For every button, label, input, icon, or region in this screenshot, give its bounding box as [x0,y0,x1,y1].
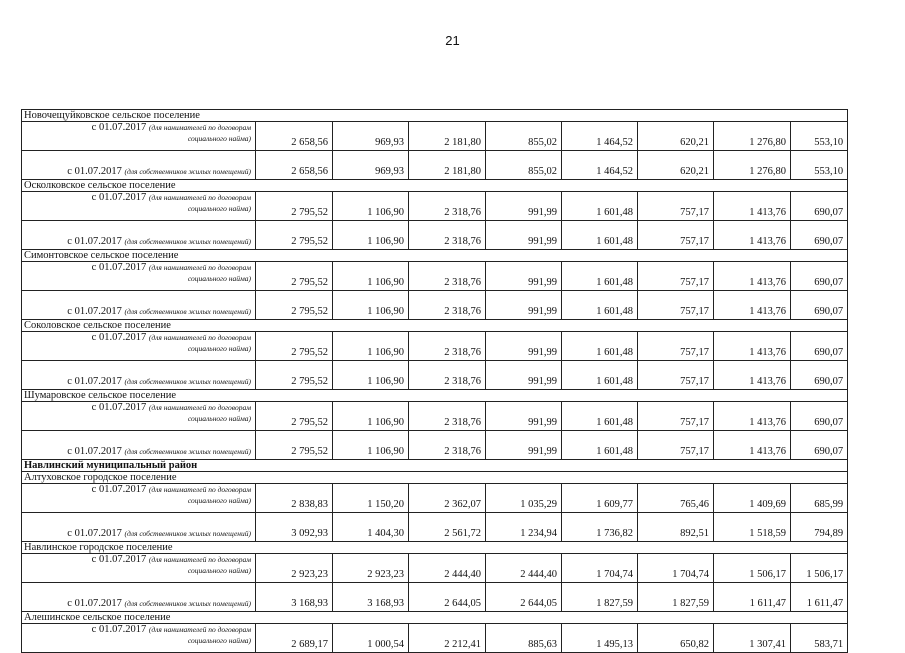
tariff-value-cell: 2 795,52 [256,402,333,431]
tariff-value-cell: 553,10 [791,122,848,151]
tariff-value-cell: 1 464,52 [562,122,638,151]
tariff-value-cell: 1 611,47 [791,583,848,612]
tariff-value-cell: 1 106,90 [333,221,409,250]
row-label [22,554,256,583]
tariff-value-cell: 1 413,76 [714,291,791,320]
row-label-line [25,376,251,387]
category-note-continued: социального найма) [187,134,251,143]
effective-date: с 01.07.2017 [67,166,122,177]
tariff-value-cell: 991,99 [486,221,562,250]
row-label-line [25,528,251,539]
tariff-value-cell: 2 923,23 [333,554,409,583]
settlement-header-row [22,542,848,554]
row-label-line [25,446,251,457]
tariff-value-cell: 620,21 [638,151,714,180]
tariff-value-cell: 855,02 [486,122,562,151]
table-row [22,624,848,653]
tariff-value-cell: 3 168,93 [333,583,409,612]
settlement-name: Шумаровское сельское поселение [22,390,848,402]
effective-date: с 01.07.2017 [67,446,122,457]
tariff-value-cell: 2 795,52 [256,192,333,221]
settlement-header-row [22,320,848,332]
table-row [22,221,848,250]
row-label [22,291,256,320]
row-label-line [25,332,251,343]
tariff-value-cell: 1 413,76 [714,262,791,291]
tariff-value-cell: 2 795,52 [256,431,333,460]
settlement-name: Соколовское сельское поселение [22,320,848,332]
tariff-value-cell: 1 601,48 [562,431,638,460]
tariff-value-cell: 2 644,05 [409,583,486,612]
settlement-name: Симонтовское сельское поселение [22,250,848,262]
tariff-value-cell: 757,17 [638,332,714,361]
tariff-value-cell: 2 444,40 [409,554,486,583]
tariff-value-cell: 1 736,82 [562,513,638,542]
tariff-value-cell: 1 413,76 [714,431,791,460]
tariff-value-cell: 2 838,83 [256,484,333,513]
tariff-value-cell: 1 106,90 [333,192,409,221]
tariff-value-cell: 2 318,76 [409,192,486,221]
category-note: (для собственников жилых помещений) [124,237,251,246]
tariff-value-cell: 1 518,59 [714,513,791,542]
tariff-value-cell: 757,17 [638,221,714,250]
tariff-value-cell: 2 689,17 [256,624,333,653]
category-note: (для нанимателей по договорам [148,333,251,342]
tariff-value-cell: 2 181,80 [409,151,486,180]
tariff-value-cell: 1 106,90 [333,332,409,361]
tariff-value-cell: 2 923,23 [256,554,333,583]
tariff-value-cell: 690,07 [791,262,848,291]
tariff-value-cell: 1 601,48 [562,262,638,291]
tariff-value-cell: 1 601,48 [562,291,638,320]
tariff-value-cell: 2 561,72 [409,513,486,542]
tariff-value-cell: 1 106,90 [333,402,409,431]
table-row [22,431,848,460]
settlement-header-row [22,110,848,122]
row-label-line [25,122,251,133]
settlement-name: Алешинское сельское поселение [22,612,848,624]
tariff-value-cell: 969,93 [333,151,409,180]
effective-date: с 01.07.2017 [91,402,147,413]
tariff-value-cell: 757,17 [638,291,714,320]
page-number: 21 [445,33,460,48]
tariff-value-cell: 2 318,76 [409,402,486,431]
table-row [22,484,848,513]
tariff-value-cell: 892,51 [638,513,714,542]
district-name: Навлинский муниципальный район [22,460,848,472]
effective-date: с 01.07.2017 [67,376,122,387]
tariff-value-cell: 1 404,30 [333,513,409,542]
tariff-value-cell: 991,99 [486,361,562,390]
effective-date: с 01.07.2017 [91,192,147,203]
tariff-value-cell: 1 495,13 [562,624,638,653]
tariff-value-cell: 1 413,76 [714,192,791,221]
table-row [22,332,848,361]
tariff-value-cell: 2 318,76 [409,431,486,460]
category-note-continued: социального найма) [187,496,251,505]
row-label [22,192,256,221]
tariff-value-cell: 690,07 [791,192,848,221]
settlement-name: Новочещуйковское сельское поселение [22,110,848,122]
tariff-value-cell: 2 318,76 [409,332,486,361]
table-row [22,122,848,151]
category-note: (для нанимателей по договорам [148,625,251,634]
category-note: (для нанимателей по договорам [148,193,251,202]
tariff-value-cell: 553,10 [791,151,848,180]
tariff-value-cell: 1 609,77 [562,484,638,513]
category-note-continued: социального найма) [187,636,251,645]
tariff-value-cell: 757,17 [638,431,714,460]
row-label-line [25,262,251,273]
category-note: (для собственников жилых помещений) [124,447,251,456]
tariff-value-cell: 690,07 [791,361,848,390]
tariff-value-cell: 1 827,59 [638,583,714,612]
row-label-line [25,554,251,565]
tariff-value-cell: 1 601,48 [562,361,638,390]
tariff-value-cell: 1 464,52 [562,151,638,180]
tariff-value-cell: 1 611,47 [714,583,791,612]
tariff-value-cell: 1 506,17 [791,554,848,583]
row-label-line [25,402,251,413]
tariff-value-cell: 1 106,90 [333,291,409,320]
settlement-header-row [22,472,848,484]
category-note-continued: социального найма) [187,274,251,283]
tariff-value-cell: 1 276,80 [714,151,791,180]
effective-date: с 01.07.2017 [91,624,147,635]
tariff-value-cell: 2 795,52 [256,221,333,250]
tariff-value-cell: 1 106,90 [333,361,409,390]
table-row [22,151,848,180]
settlement-name: Осколковское сельское поселение [22,180,848,192]
tariff-value-cell: 690,07 [791,221,848,250]
tariff-value-cell: 2 318,76 [409,291,486,320]
row-label-line [25,192,251,203]
table-row [22,192,848,221]
tariff-value-cell: 1 827,59 [562,583,638,612]
tariff-value-cell: 2 795,52 [256,291,333,320]
settlement-header-row [22,250,848,262]
effective-date: с 01.07.2017 [67,528,122,539]
effective-date: с 01.07.2017 [91,484,147,495]
table-body [22,110,848,653]
effective-date: с 01.07.2017 [67,598,122,609]
tariff-value-cell: 1 704,74 [562,554,638,583]
tariff-value-cell: 1 413,76 [714,332,791,361]
tariff-value-cell: 1 413,76 [714,402,791,431]
row-label [22,431,256,460]
tariff-value-cell: 650,82 [638,624,714,653]
tariff-value-cell: 583,71 [791,624,848,653]
tariff-value-cell: 2 644,05 [486,583,562,612]
tariff-value-cell: 1 413,76 [714,361,791,390]
tariff-value-cell: 2 212,41 [409,624,486,653]
category-note: (для нанимателей по договорам [148,555,251,564]
tariff-value-cell: 1 106,90 [333,262,409,291]
category-note: (для собственников жилых помещений) [124,377,251,386]
tariff-value-cell: 2 795,52 [256,361,333,390]
effective-date: с 01.07.2017 [91,122,147,133]
effective-date: с 01.07.2017 [67,306,122,317]
tariff-table [21,109,848,653]
tariff-value-cell: 757,17 [638,262,714,291]
row-label-line [25,484,251,495]
effective-date: с 01.07.2017 [91,262,147,273]
table-row [22,262,848,291]
table-row [22,554,848,583]
tariff-value-cell: 1 704,74 [638,554,714,583]
category-note: (для нанимателей по договорам [148,263,251,272]
tariff-value-cell: 690,07 [791,402,848,431]
settlement-header-row [22,612,848,624]
category-note-continued: социального найма) [187,414,251,423]
tariff-value-cell: 690,07 [791,431,848,460]
category-note-continued: социального найма) [187,204,251,213]
tariff-value-cell: 2 362,07 [409,484,486,513]
row-label-line [25,306,251,317]
settlement-header-row [22,460,848,472]
table-row [22,513,848,542]
tariff-value-cell: 690,07 [791,291,848,320]
tariff-value-cell: 794,89 [791,513,848,542]
category-note: (для нанимателей по договорам [148,123,251,132]
category-note: (для нанимателей по договорам [148,485,251,494]
tariff-value-cell: 2 318,76 [409,361,486,390]
tariff-value-cell: 1 409,69 [714,484,791,513]
tariff-value-cell: 2 658,56 [256,122,333,151]
tariff-value-cell: 991,99 [486,291,562,320]
table-row [22,291,848,320]
tariff-value-cell: 3 168,93 [256,583,333,612]
tariff-value-cell: 757,17 [638,192,714,221]
tariff-value-cell: 757,17 [638,361,714,390]
tariff-value-cell: 1 307,41 [714,624,791,653]
row-label [22,361,256,390]
tariff-value-cell: 991,99 [486,431,562,460]
tariff-value-cell: 991,99 [486,262,562,291]
settlement-header-row [22,180,848,192]
category-note: (для нанимателей по договорам [148,403,251,412]
tariff-value-cell: 855,02 [486,151,562,180]
category-note: (для собственников жилых помещений) [124,167,251,176]
tariff-value-cell: 1 601,48 [562,402,638,431]
settlement-name: Навлинское городское поселение [22,542,848,554]
tariff-value-cell: 2 181,80 [409,122,486,151]
tariff-value-cell: 885,63 [486,624,562,653]
tariff-value-cell: 1 150,20 [333,484,409,513]
row-label-line [25,166,251,177]
row-label-line [25,624,251,635]
tariff-value-cell: 2 444,40 [486,554,562,583]
table-row [22,583,848,612]
category-note-continued: социального найма) [187,566,251,575]
tariff-value-cell: 757,17 [638,402,714,431]
row-label [22,484,256,513]
tariff-value-cell: 2 658,56 [256,151,333,180]
row-label-line [25,598,251,609]
row-label [22,624,256,653]
table-row [22,361,848,390]
row-label [22,583,256,612]
tariff-value-cell: 685,99 [791,484,848,513]
tariff-value-cell: 1 276,80 [714,122,791,151]
tariff-value-cell: 2 795,52 [256,332,333,361]
row-label [22,402,256,431]
row-label [22,122,256,151]
settlement-name: Алтуховское городское поселение [22,472,848,484]
tariff-value-cell: 3 092,93 [256,513,333,542]
tariff-value-cell: 991,99 [486,192,562,221]
settlement-header-row [22,390,848,402]
tariff-value-cell: 2 318,76 [409,262,486,291]
tariff-value-cell: 1 601,48 [562,221,638,250]
tariff-value-cell: 2 795,52 [256,262,333,291]
tariff-value-cell: 765,46 [638,484,714,513]
row-label [22,221,256,250]
tariff-value-cell: 1 035,29 [486,484,562,513]
row-label [22,513,256,542]
row-label-line [25,236,251,247]
tariff-value-cell: 1 000,54 [333,624,409,653]
tariff-value-cell: 991,99 [486,402,562,431]
category-note: (для собственников жилых помещений) [124,307,251,316]
tariff-value-cell: 2 318,76 [409,221,486,250]
tariff-value-cell: 991,99 [486,332,562,361]
row-label [22,262,256,291]
tariff-value-cell: 1 506,17 [714,554,791,583]
tariff-value-cell: 1 601,48 [562,192,638,221]
row-label [22,151,256,180]
tariff-value-cell: 969,93 [333,122,409,151]
row-label [22,332,256,361]
category-note: (для собственников жилых помещений) [124,529,251,538]
table-row [22,402,848,431]
effective-date: с 01.07.2017 [91,554,147,565]
category-note-continued: социального найма) [187,344,251,353]
tariff-value-cell: 1 413,76 [714,221,791,250]
effective-date: с 01.07.2017 [91,332,147,343]
tariff-value-cell: 690,07 [791,332,848,361]
category-note: (для собственников жилых помещений) [124,599,251,608]
tariff-value-cell: 1 234,94 [486,513,562,542]
tariff-value-cell: 1 106,90 [333,431,409,460]
tariff-value-cell: 1 601,48 [562,332,638,361]
effective-date: с 01.07.2017 [67,236,122,247]
tariff-value-cell: 620,21 [638,122,714,151]
